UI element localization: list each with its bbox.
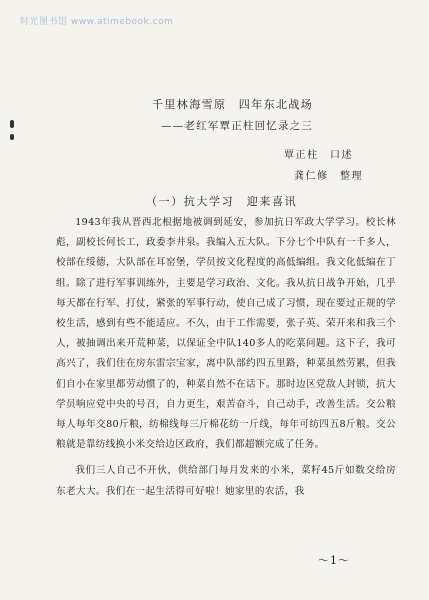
memoir-title: 千里林海雪原 四年东北战场: [152, 98, 314, 111]
binding-mark-bottom: [10, 134, 14, 140]
paragraph-2: 我们三人自己不开伙，供给部门每月发来的小米，菜籽45斤如数交给房东老大大。我们在一起生活得可好啦！她家里的农活，我: [56, 465, 396, 497]
memoir-subtitle: ——老红军覃正柱回忆录之三: [161, 120, 314, 132]
section-heading: （一）抗大学习 迎来喜讯: [146, 195, 298, 208]
paragraph-1: 1943年我从晋西北根据地被调到延安，参加抗日军政大学学习。校长林彪，副校长何长工，政委李井泉。我编入五大队。下分七个中队有一千多人，校部在绥德，大队部在耳窑堡，学员按文化程度的高低编组。我文化低编在丁组。除了进行军事训练外，主要是学习政治、文化。我从抗日战争开始，几乎每天都在行军、打仗，紧张的军事行动，使自己成了习惯，现在要过正规的学校生活，感到有些不能适应。不久，由于工作需要，张子英、荣开来和我三个人，被抽调出来开荒种菜，以保证全中队140多人的吃菜问题。这下子，我可高兴了，我们住在房东雷宗宝家，离中队部约四五里路，种菜虽然劳累，但我们自小在家里都劳动惯了的，种菜自然不在话下。那时边区党敌人封锁，抗大学员响应党中央的号召，自力更生，艰苦奋斗，自己动手，改善生活。交公粮每人每年交80斤粮，纺棉线每三斤棉花纺一斤线，每年可纺四五8斤粮。交公粮就是靠纺线换小米交给边区政府，我们都超额完成了任务。: [56, 217, 396, 451]
narrator-line: 覃正柱 口述: [284, 150, 353, 161]
page-number: ～1～: [318, 554, 350, 567]
body-text: [56, 213, 396, 502]
editor-line: 龚仁修 整理: [294, 171, 363, 182]
binding-mark-top: [10, 120, 14, 128]
website-watermark: 时光图书馆 www.atimebook.com: [20, 17, 174, 27]
